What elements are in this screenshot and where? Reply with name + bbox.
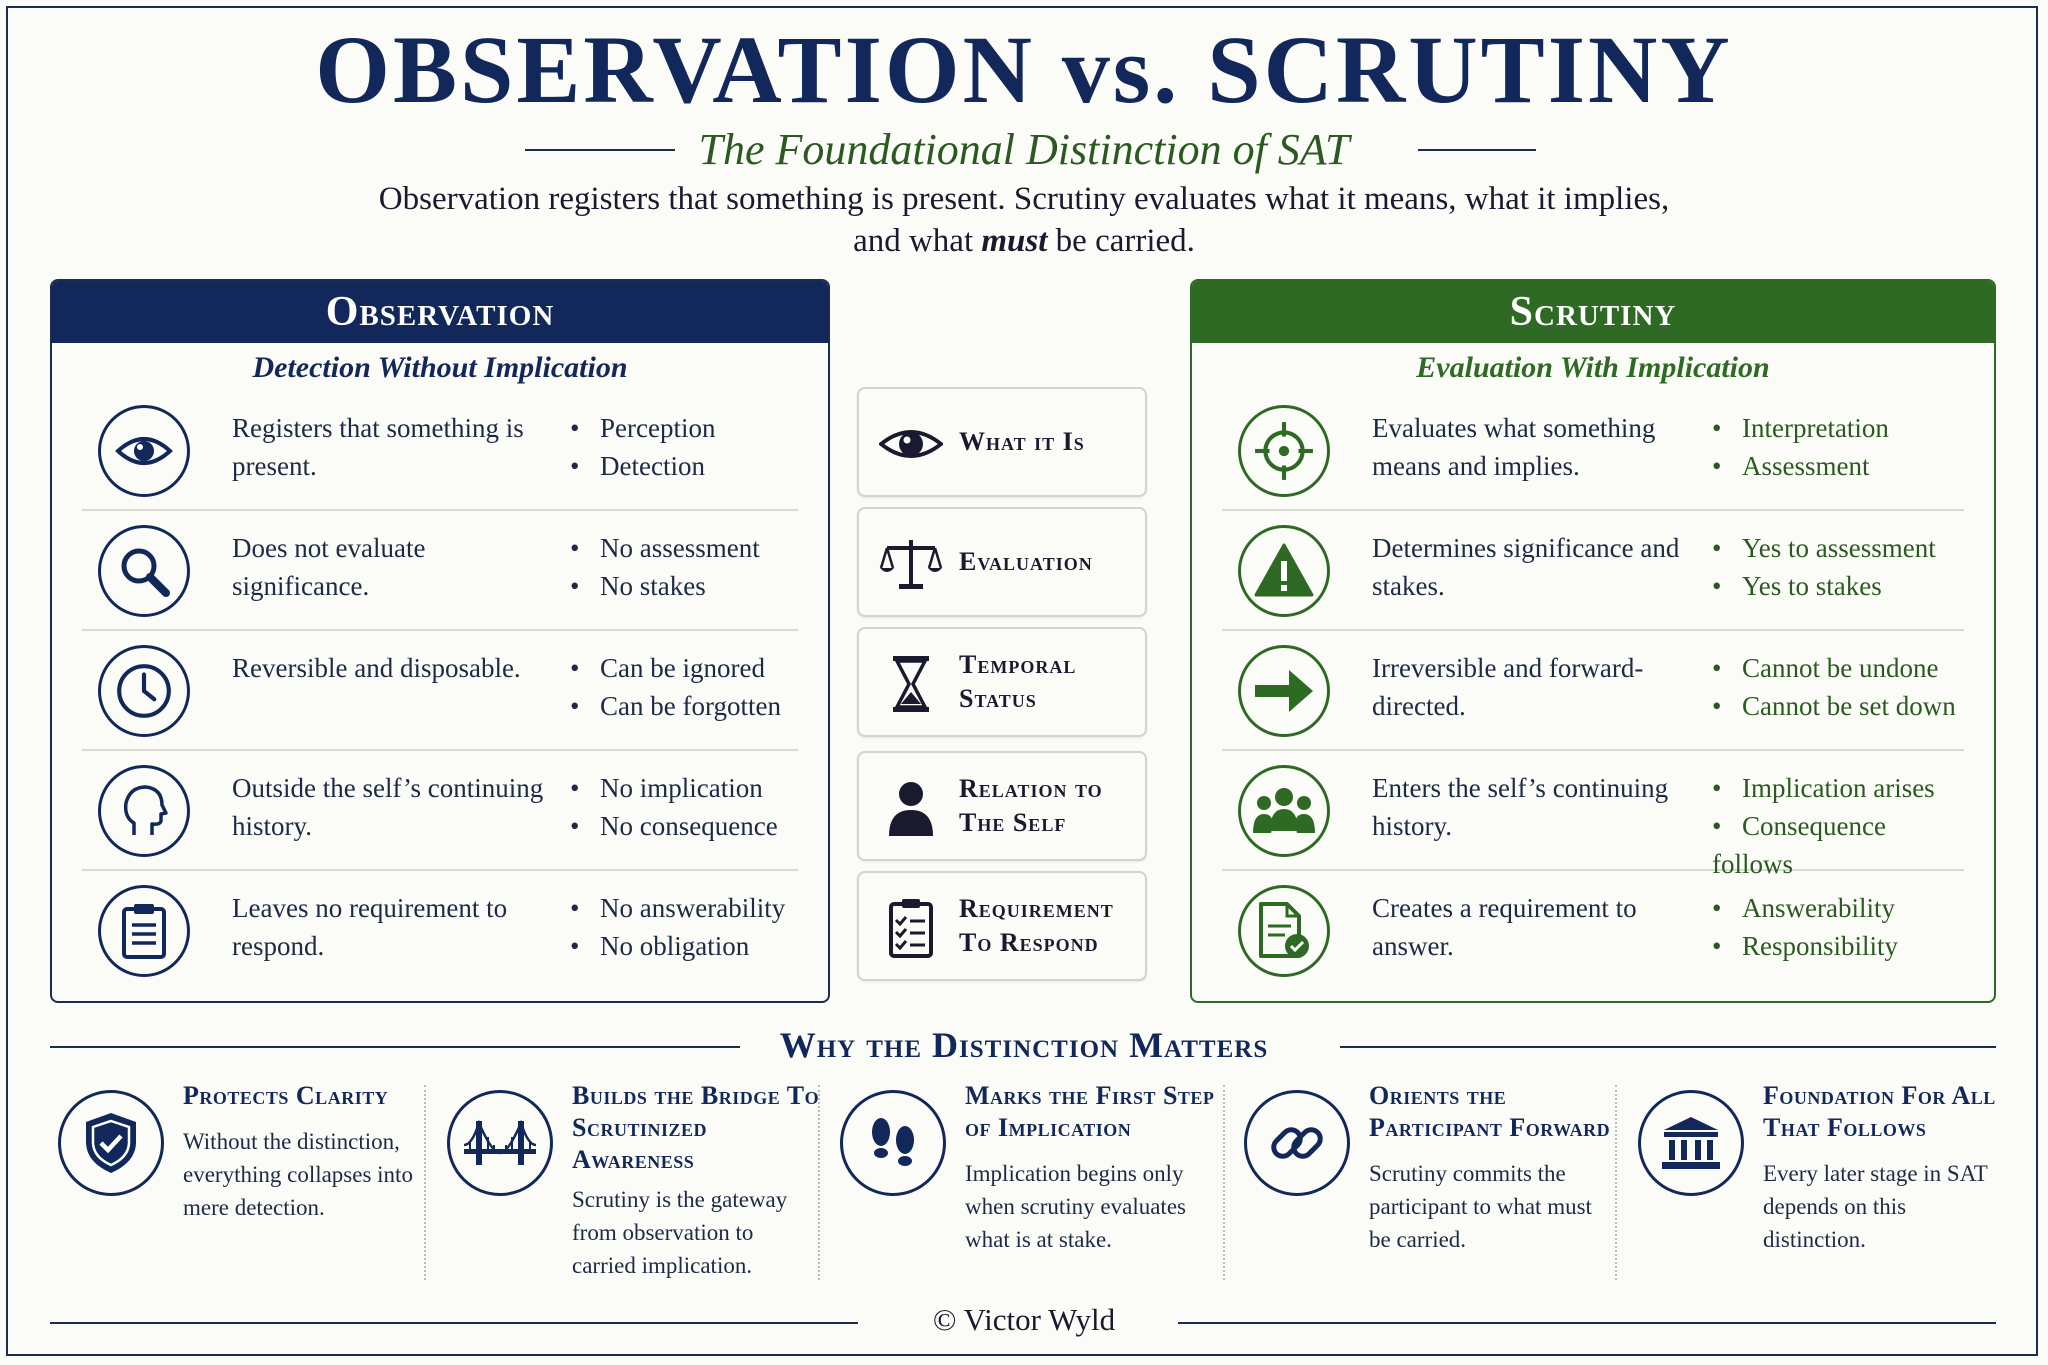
comparison-relation-to-self bbox=[857, 751, 1147, 861]
row-description: Outside the self’s continuing history. bbox=[232, 773, 544, 841]
comparison-temporal-status bbox=[857, 627, 1147, 737]
eye-icon bbox=[98, 405, 190, 497]
comparison-label: What it Is bbox=[959, 427, 1085, 456]
bullet: • Implication arises bbox=[1712, 769, 1972, 807]
scrutiny-panel bbox=[1190, 279, 1996, 1003]
footer-rule-right bbox=[1178, 1322, 1996, 1324]
subtitle-row bbox=[0, 124, 2048, 184]
footer-credit: © Victor Wyld bbox=[932, 1302, 1116, 1337]
why-heading-row bbox=[0, 1024, 2048, 1070]
scrutiny-header: Scrutiny bbox=[1192, 281, 1994, 343]
observation-row bbox=[82, 869, 798, 989]
card-divider bbox=[818, 1085, 820, 1280]
observation-row bbox=[82, 509, 798, 631]
row-bullets bbox=[1712, 649, 1972, 725]
comparison-label: Requirement To Respond bbox=[959, 894, 1114, 957]
why-heading: Why the Distinction Matters bbox=[779, 1025, 1269, 1065]
comparison-requirement bbox=[857, 871, 1147, 981]
row-description: Irreversible and forward-directed. bbox=[1372, 653, 1644, 721]
observation-row bbox=[82, 389, 798, 511]
bullet: • Yes to stakes bbox=[1712, 567, 1972, 605]
bullet: • Consequence follows bbox=[1712, 807, 1972, 883]
lead-text bbox=[0, 178, 2048, 262]
bullet: • No stakes bbox=[570, 567, 830, 605]
why-card bbox=[58, 1080, 418, 1280]
bullet: • No assessment bbox=[570, 529, 830, 567]
why-card bbox=[1638, 1080, 1998, 1280]
row-description: Creates a requirement to answer. bbox=[1372, 893, 1637, 961]
lead-line-2-pre: and what bbox=[853, 223, 982, 259]
card-divider bbox=[1223, 1085, 1225, 1280]
bullet: • Cannot be set down bbox=[1712, 687, 1972, 725]
row-description: Does not evaluate significance. bbox=[232, 533, 426, 601]
lead-line-1: Observation registers that something is present. Scrutiny evaluates what it means, what it implies, bbox=[378, 181, 1670, 217]
scales-icon bbox=[879, 534, 943, 594]
chain-link-icon bbox=[1244, 1090, 1350, 1196]
why-card-text: Scrutiny commits the participant to what must be carried. bbox=[1369, 1161, 1592, 1252]
row-description: Registers that something is present. bbox=[232, 413, 524, 481]
warning-icon bbox=[1238, 525, 1330, 617]
card-divider bbox=[424, 1085, 426, 1280]
observation-row bbox=[82, 629, 798, 751]
why-card-title: Orients the Participant Forward bbox=[1369, 1081, 1611, 1142]
checklist-icon bbox=[879, 898, 943, 958]
comparison-label: Relation to The Self bbox=[959, 774, 1103, 837]
why-card-text: Without the distinction, everything collapses into mere detection. bbox=[183, 1129, 413, 1220]
comparison-label: Temporal Status bbox=[959, 650, 1077, 713]
scrutiny-row bbox=[1222, 389, 1964, 511]
eye-icon bbox=[879, 414, 943, 474]
observation-panel bbox=[50, 279, 830, 1003]
bullet: • Can be ignored bbox=[570, 649, 830, 687]
page-subtitle: The Foundational Distinction of SAT bbox=[698, 125, 1350, 174]
subtitle-rule-right bbox=[1418, 149, 1536, 151]
row-bullets bbox=[570, 889, 830, 965]
scrutiny-subtitle: Evaluation With Implication bbox=[1416, 351, 1770, 384]
comparison-evaluation bbox=[857, 507, 1147, 617]
row-bullets bbox=[1712, 529, 1972, 605]
page-title: OBSERVATION vs. SCRUTINY bbox=[315, 16, 1733, 123]
lead-line-2 bbox=[0, 220, 2048, 262]
footer-row bbox=[0, 1302, 2048, 1346]
bullet: • Responsibility bbox=[1712, 927, 1972, 965]
clock-icon bbox=[98, 645, 190, 737]
row-description: Determines significance and stakes. bbox=[1372, 533, 1680, 601]
bullet: • Yes to assessment bbox=[1712, 529, 1972, 567]
clipboard-icon bbox=[98, 885, 190, 977]
bullet: • Cannot be undone bbox=[1712, 649, 1972, 687]
bullet: • No answerability bbox=[570, 889, 830, 927]
comparison-label: Evaluation bbox=[959, 547, 1093, 576]
scrutiny-row bbox=[1222, 509, 1964, 631]
bullet: • Detection bbox=[570, 447, 830, 485]
group-icon bbox=[1238, 765, 1330, 857]
shield-check-icon bbox=[58, 1090, 164, 1196]
observation-header: Observation bbox=[52, 281, 828, 343]
bullet: • Answerability bbox=[1712, 889, 1972, 927]
hourglass-icon bbox=[879, 654, 943, 714]
scrutiny-row bbox=[1222, 869, 1964, 989]
bullet: • No consequence bbox=[570, 807, 830, 845]
bullet: • Assessment bbox=[1712, 447, 1972, 485]
observation-subtitle: Detection Without Implication bbox=[252, 351, 628, 384]
row-bullets bbox=[1712, 409, 1972, 485]
why-card bbox=[1244, 1080, 1614, 1280]
bullet: • Can be forgotten bbox=[570, 687, 830, 725]
bullet: • No implication bbox=[570, 769, 830, 807]
why-card-title: Builds the Bridge To Scrutinized Awareness bbox=[572, 1081, 820, 1174]
lead-line-2-post: be carried. bbox=[1047, 223, 1195, 259]
lead-line-2-emphasis: must bbox=[981, 223, 1048, 259]
why-card-title: Foundation For All That Follows bbox=[1763, 1081, 1996, 1142]
why-card-text: Implication begins only when scrutiny evaluates what is at stake. bbox=[965, 1161, 1186, 1252]
why-card bbox=[447, 1080, 820, 1280]
row-description: Leaves no requirement to respond. bbox=[232, 893, 508, 961]
row-description: Reversible and disposable. bbox=[232, 653, 521, 683]
institution-icon bbox=[1638, 1090, 1744, 1196]
why-card-title: Marks the First Step of Implication bbox=[965, 1081, 1215, 1142]
bullet: • Interpretation bbox=[1712, 409, 1972, 447]
row-description: Evaluates what something means and implies. bbox=[1372, 413, 1656, 481]
row-description: Enters the self’s continuing history. bbox=[1372, 773, 1669, 841]
row-bullets bbox=[1712, 769, 1972, 883]
observation-row bbox=[82, 749, 798, 871]
why-card-title: Protects Clarity bbox=[183, 1081, 389, 1110]
crosshair-icon bbox=[1238, 405, 1330, 497]
bullet: • Perception bbox=[570, 409, 830, 447]
why-card bbox=[840, 1080, 1215, 1280]
row-bullets bbox=[570, 769, 830, 845]
row-bullets bbox=[570, 529, 830, 605]
why-rule-right bbox=[1340, 1046, 1996, 1048]
row-bullets bbox=[570, 409, 830, 485]
why-card-text: Scrutiny is the gateway from observation to carried implication. bbox=[572, 1187, 788, 1278]
magnifier-icon bbox=[98, 525, 190, 617]
head-profile-icon bbox=[98, 765, 190, 857]
footprints-icon bbox=[840, 1090, 946, 1196]
bridge-icon bbox=[447, 1090, 553, 1196]
comparison-what-it-is bbox=[857, 387, 1147, 497]
row-bullets bbox=[570, 649, 830, 725]
card-divider bbox=[1615, 1085, 1617, 1280]
bullet: • No obligation bbox=[570, 927, 830, 965]
arrow-right-icon bbox=[1238, 645, 1330, 737]
why-card-text: Every later stage in SAT depends on this distinction. bbox=[1763, 1161, 1988, 1252]
row-bullets bbox=[1712, 889, 1972, 965]
person-icon bbox=[879, 778, 943, 838]
scrutiny-row bbox=[1222, 629, 1964, 751]
scrutiny-row bbox=[1222, 749, 1964, 879]
document-check-icon bbox=[1238, 885, 1330, 977]
